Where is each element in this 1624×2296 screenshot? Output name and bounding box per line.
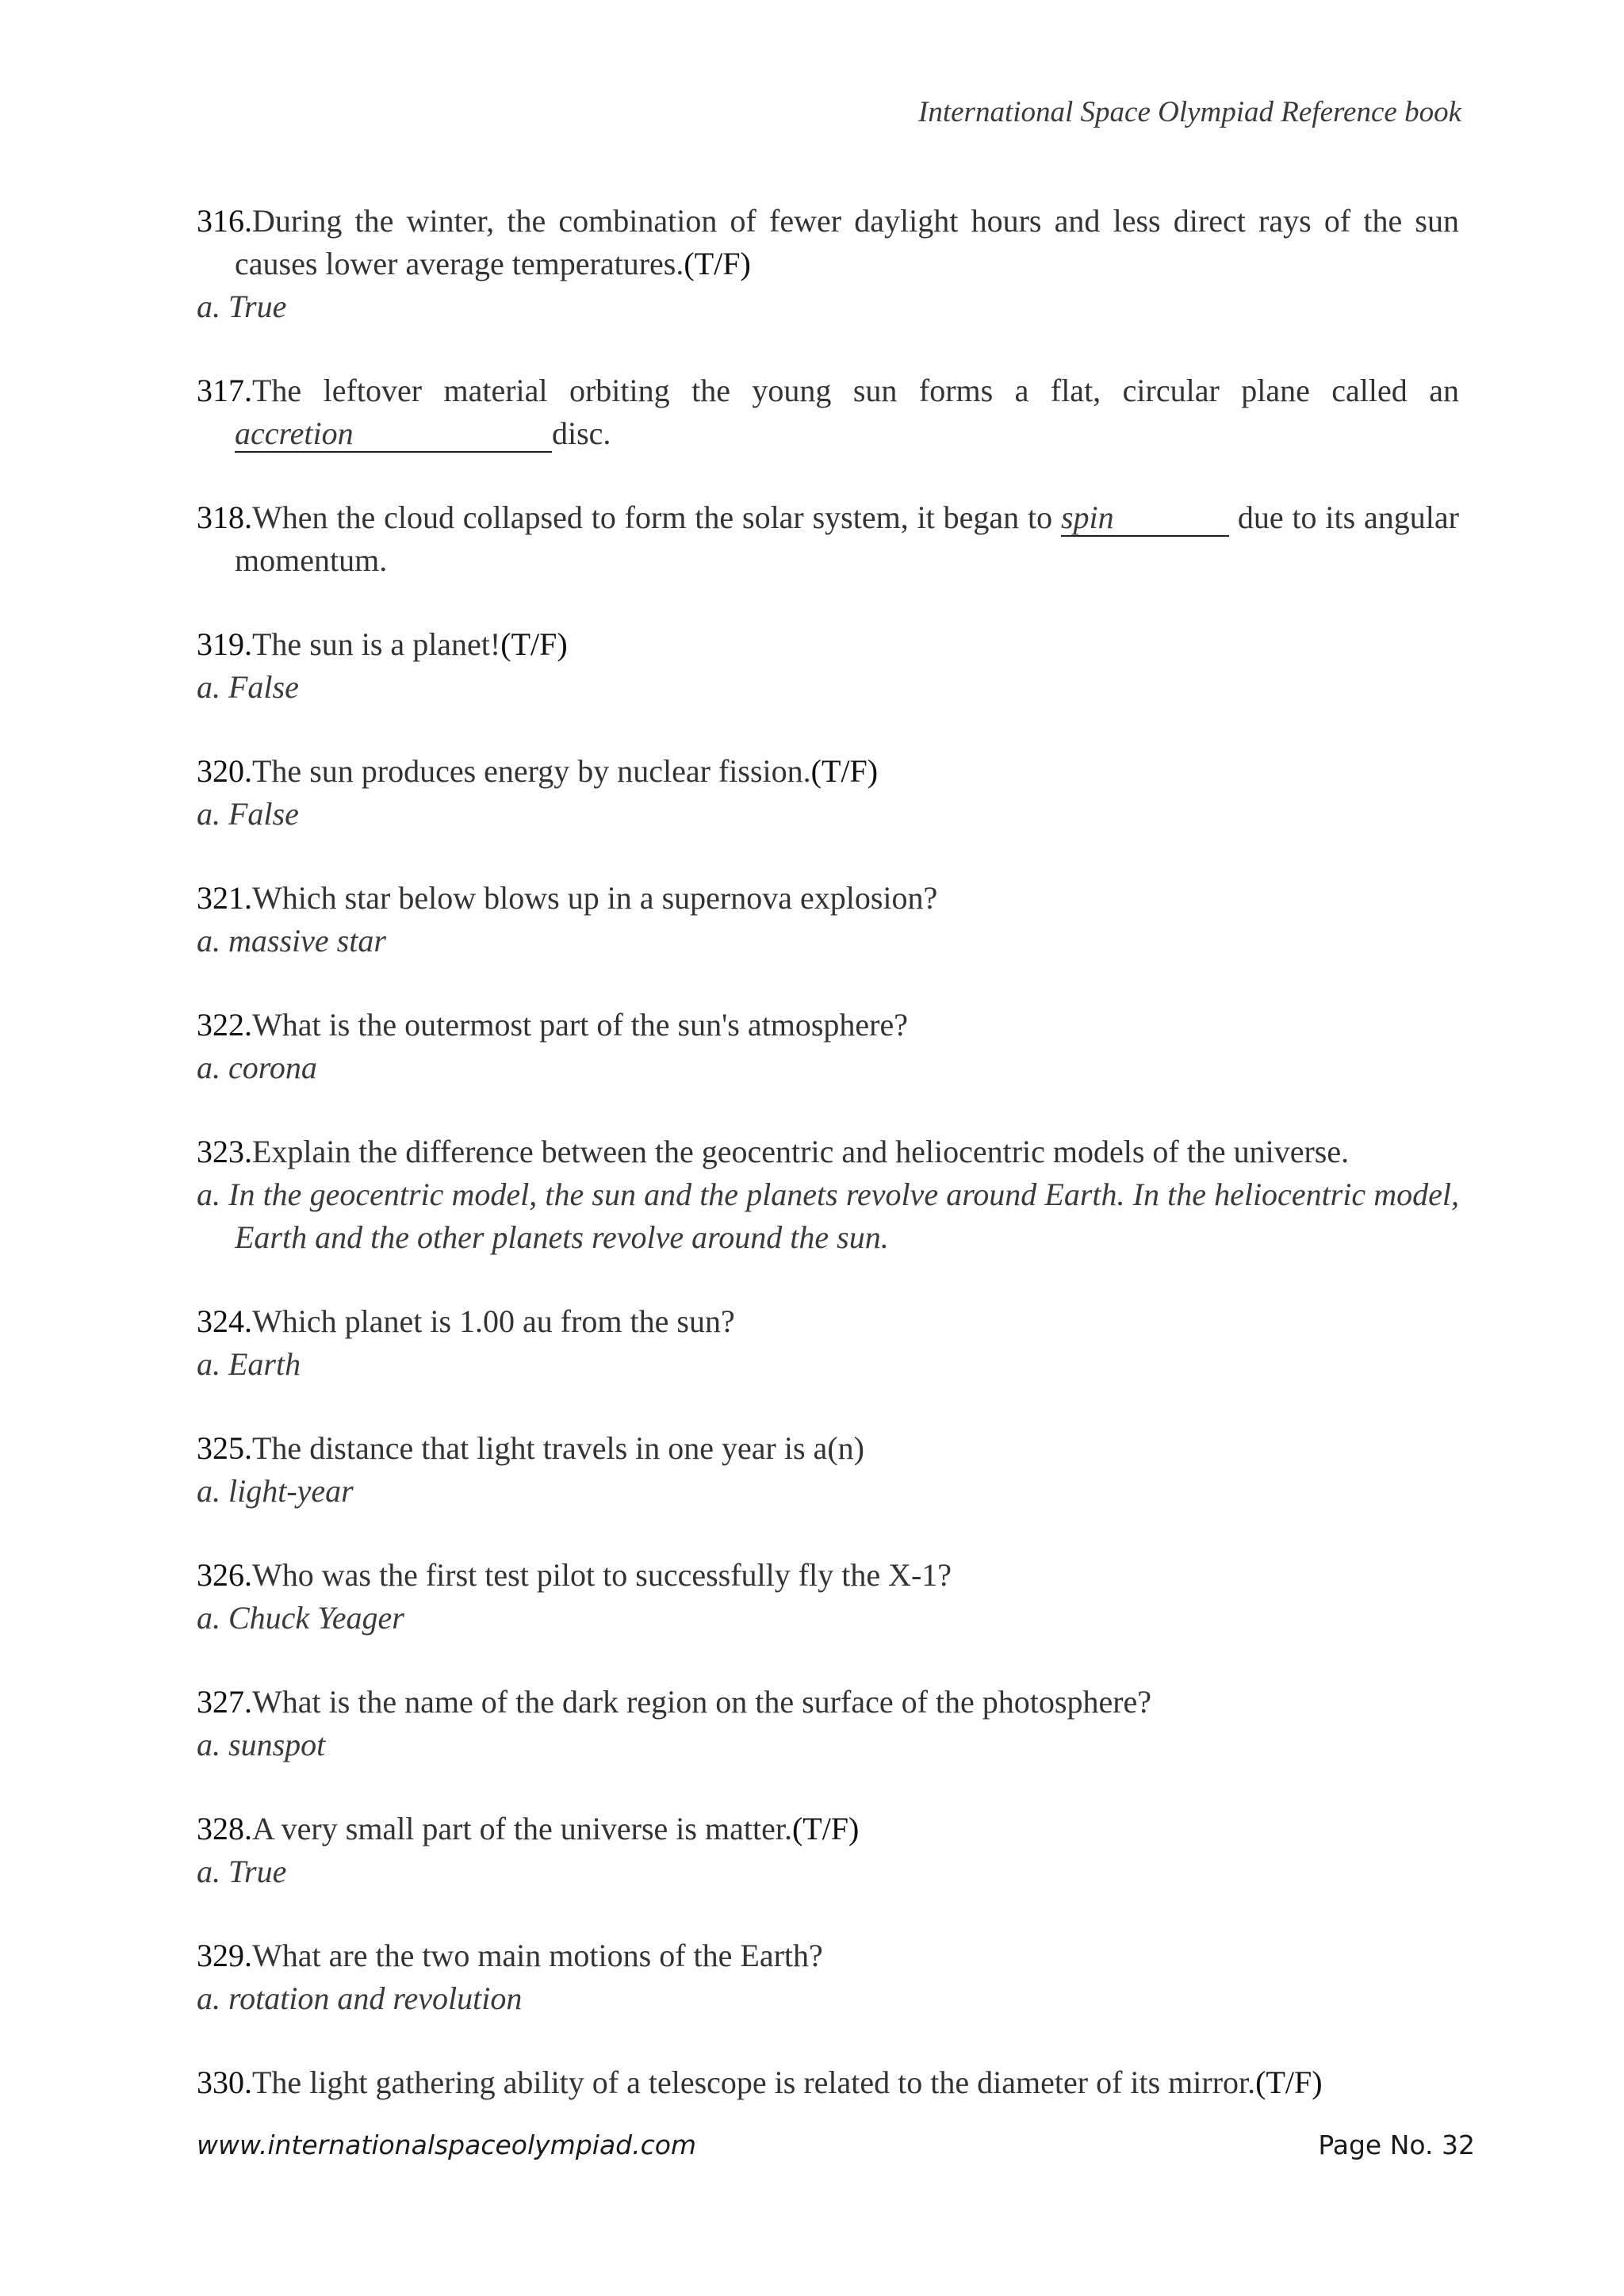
question-item-318 [197, 496, 1459, 582]
question-number: 317. [197, 373, 252, 408]
question-text [197, 1131, 1459, 1173]
question-item-327 [197, 1681, 1459, 1766]
answer-text: a. True [197, 1854, 287, 1889]
question-body: During the winter, the combination of fewer daylight hours and less direct rays of the sun causes lower average temperatures. [235, 203, 1459, 281]
question-number: 330. [197, 2064, 252, 2100]
question-text [197, 1808, 1459, 1850]
true-false-marker: (T/F) [684, 246, 751, 281]
answer-text: a. sunspot [197, 1727, 326, 1762]
question-list [197, 200, 1459, 2145]
answer-text: a. Chuck Yeager [197, 1600, 404, 1636]
answer-text: a. corona [197, 1050, 317, 1085]
answer-text: a. Earth [197, 1346, 301, 1382]
question-text [197, 623, 1459, 666]
question-text [197, 1427, 1459, 1470]
question-text [197, 750, 1459, 793]
question-text [197, 1681, 1459, 1724]
question-item-323 [197, 1131, 1459, 1259]
question-number: 325. [197, 1430, 252, 1466]
question-number: 327. [197, 1684, 252, 1720]
question-text [197, 1554, 1459, 1597]
true-false-marker: (T/F) [810, 753, 879, 789]
answer-text: a. False [197, 796, 299, 832]
question-body: The light gathering ability of a telescope is related to the diameter of its mirror. [252, 2064, 1256, 2100]
question-item-326 [197, 1554, 1459, 1640]
answer-text: a. In the geocentric model, the sun and the planets revolve around Earth. In the heliocentric model, Earth and the other planets revolve around the sun. [197, 1177, 1459, 1255]
answer-text: a. True [197, 289, 287, 324]
question-number: 323. [197, 1134, 252, 1169]
question-body: What is the name of the dark region on the surface of the photosphere? [252, 1684, 1152, 1720]
question-item-322 [197, 1004, 1459, 1089]
question-body: When the cloud collapsed to form the solar system, it began to [252, 499, 1061, 535]
question-item-329 [197, 1934, 1459, 2020]
question-number: 322. [197, 1007, 252, 1043]
question-text [197, 369, 1459, 455]
question-body-end: due to its angular momentum. [235, 499, 1459, 578]
question-body: The leftover material orbiting the young sun forms a flat, circular plane called an [252, 373, 1459, 408]
question-number: 316. [197, 203, 252, 239]
question-body: Which planet is 1.00 au from the sun? [252, 1303, 735, 1339]
answer-text: a. False [197, 669, 299, 705]
question-item-316 [197, 200, 1459, 328]
true-false-marker: (T/F) [1255, 2064, 1323, 2100]
question-text [197, 496, 1459, 582]
question-item-319 [197, 623, 1459, 709]
fill-in-blank-answer: spin [1061, 500, 1229, 537]
question-number: 328. [197, 1811, 252, 1846]
answer-text: a. massive star [197, 923, 386, 959]
question-number: 324. [197, 1303, 252, 1339]
page-header-title: International Space Olympiad Reference book [918, 96, 1461, 128]
question-text [197, 1300, 1459, 1343]
question-text [197, 877, 1459, 920]
question-number: 321. [197, 880, 252, 916]
question-item-330 [197, 2061, 1459, 2104]
question-text [197, 2061, 1459, 2104]
question-item-321 [197, 877, 1459, 962]
true-false-marker: (T/F) [791, 1811, 860, 1846]
answer-text: a. rotation and revolution [197, 1980, 523, 2016]
true-false-marker: (T/F) [500, 626, 568, 662]
question-text [197, 1004, 1459, 1047]
question-item-317 [197, 369, 1459, 455]
question-body-end: disc. [552, 415, 611, 451]
footer-website-link[interactable]: www.internationalspaceolympiad.com [197, 2130, 697, 2160]
question-item-320 [197, 750, 1459, 836]
question-body: Which star below blows up in a supernova explosion? [252, 880, 938, 916]
question-body: Explain the difference between the geocentric and heliocentric models of the universe. [252, 1134, 1350, 1169]
answer-text: a. light-year [197, 1473, 354, 1509]
question-body: The sun produces energy by nuclear fission. [252, 753, 811, 789]
question-item-328 [197, 1808, 1459, 1893]
question-item-325 [197, 1427, 1459, 1513]
question-number: 320. [197, 753, 252, 789]
question-text [197, 200, 1459, 285]
question-text [197, 1934, 1459, 1977]
footer-page-number: Page No. 32 [1318, 2130, 1475, 2160]
fill-in-blank-answer: accretion [235, 416, 552, 453]
question-item-324 [197, 1300, 1459, 1386]
question-body: What are the two main motions of the Earth? [252, 1938, 823, 1973]
question-number: 318. [197, 499, 252, 535]
question-body: A very small part of the universe is matter. [252, 1811, 792, 1846]
question-number: 326. [197, 1557, 252, 1593]
question-body: The sun is a planet! [252, 626, 501, 662]
question-body: Who was the first test pilot to successfully fly the X-1? [252, 1557, 952, 1593]
question-body: What is the outermost part of the sun's atmosphere? [252, 1007, 908, 1043]
question-number: 319. [197, 626, 252, 662]
question-body: The distance that light travels in one year is a(n) [252, 1430, 864, 1466]
question-number: 329. [197, 1938, 252, 1973]
